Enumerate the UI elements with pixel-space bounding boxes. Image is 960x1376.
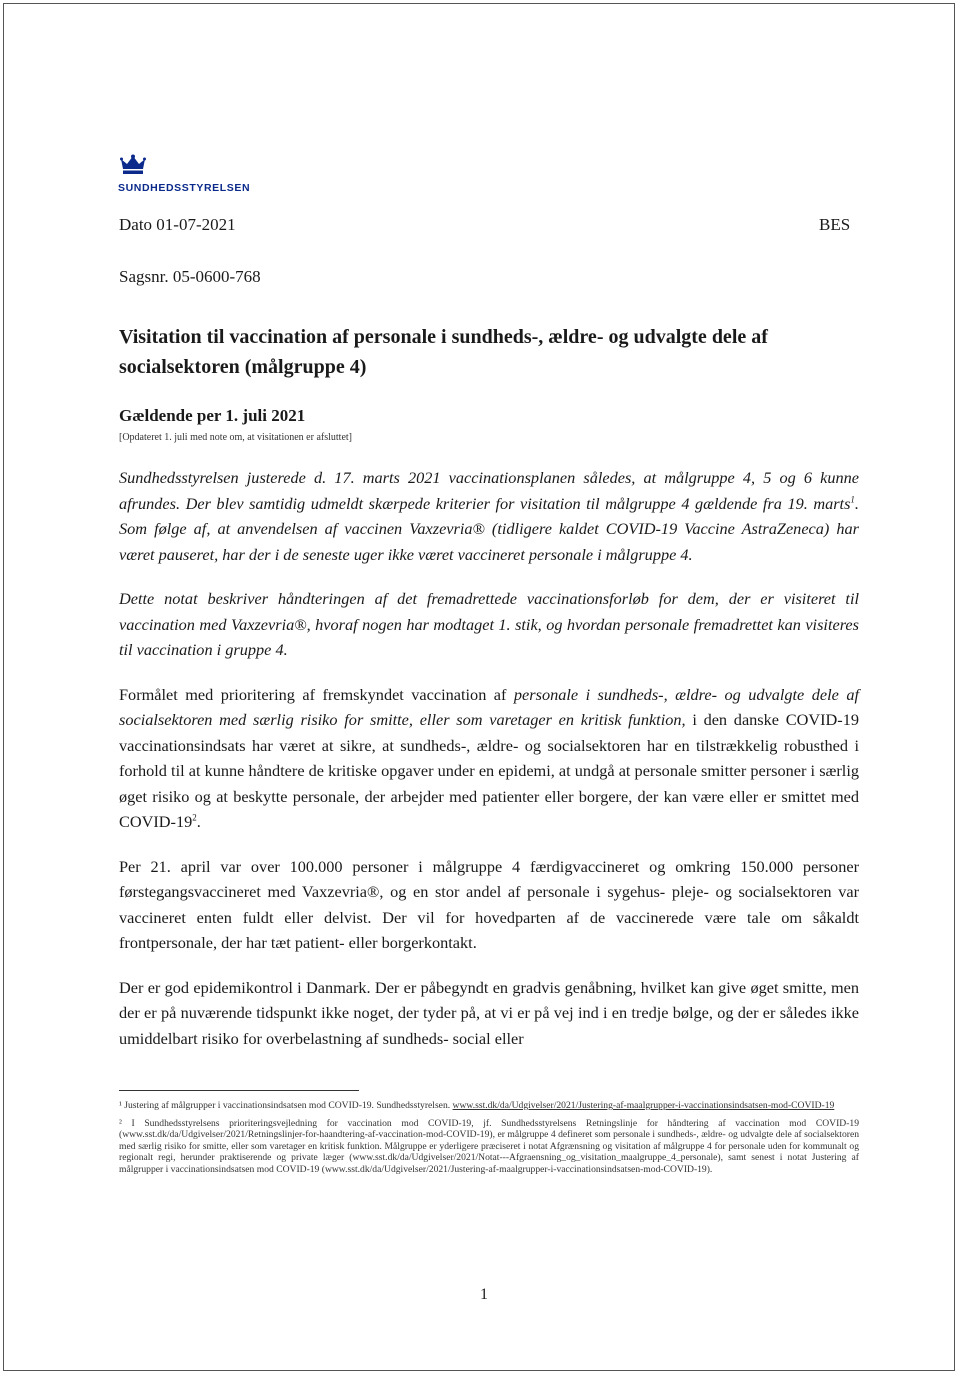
effective-date-heading: Gældende per 1. juli 2021 (119, 406, 306, 425)
logo-wordmark: SUNDHEDSSTYRELSEN (118, 182, 251, 194)
document-body (119, 465, 859, 1070)
case-number: Sagsnr. 05-0600-768 (119, 267, 261, 286)
author-initials: BES (819, 215, 851, 234)
footnote-1: ¹ Justering af målgrupper i vaccinationsindsatsen mod COVID-19. Sundhedsstyrelsen. www.sst.dk/da/Udgivelser/2021/Justering-af-maalgrupper-i-vaccinationsindsatsen-mod-COVID-19 (119, 1100, 835, 1111)
footnotes (119, 1100, 859, 1182)
paragraph-scope: Dette notat beskriver håndteringen af det fremadrettede vaccinationsforløb for dem, der er visiteret til vaccination med Vaxzevria®, hvoraf nogen har modtaget 1. stik, og hvordan personale fremadrettet kan visiteres til vaccination i gruppe 4. (119, 589, 859, 659)
paragraph-purpose: Formålet med prioritering af fremskyndet vaccination af personale i sundheds-, ældre- og udvalgte dele af socialsektoren med særlig risiko for smitte, eller som varetager en kritisk funktion, i den danske COVID-19 vaccinationsindsats har været at sikre, at sundheds-, ældre- og socialsektoren har en tilstrækkelig robusthed i forhold til at kunne håndtere de kritiske opgaver under en epidemi, at undgå at personale smitter personer i særlig øget risiko og at beskytte personale, der arbejder med patienter eller borgere, der kan være eller er smittet med COVID-$19^2$. (119, 684, 859, 831)
page-number: 1 (480, 1286, 488, 1303)
footnote-2: ² I Sundhedsstyrelsens prioriteringsvejledning for vaccination mod COVID-19, jf. Sundhedsstyrelsens Retningslinje for håndtering af vaccination mod COVID-19 (www.sst.dk/da/Udgivelser/2021/Retningslinjer-for-haandtering-af-vaccination-mod-COVID-19), er målgruppe 4 defineret som personale i sundheds-, ældre- og udvalgte dele af socialsektoren med særlig risiko for smitte, eller som varetager en kritisk funktion. Målgruppe er yderligere præciseret i notat Afgrænsning og visitation af målgruppe 4 for personale uden for kommunalt og regionalt regi, herunder praktiserende og private læger (www.sst.dk/da/Udgivelser/2021/Notat---Afgraensning_og_visitation_maalgruppe_4_personale), samt senest i notat Justering af målgrupper i vaccinationsindsatsen mod COVID-19 (www.sst.dk/da/Udgivelser/2021/Justering-af-maalgrupper-i-vaccinationsindsatsen-mod-COVID-19). (119, 1117, 859, 1175)
document-date: Dato 01-07-2021 (119, 215, 236, 234)
footnote-divider (119, 1090, 359, 1091)
update-note: [Opdateret 1. juli med note om, at visitationen er afsluttet] (119, 432, 352, 443)
crown-icon (120, 154, 146, 176)
footnote-1-link[interactable]: www.sst.dk/da/Udgivelser/2021/Justering-af-maalgrupper-i-vaccinationsindsatsen-mod-COVID-19 (452, 1100, 835, 1111)
document-title: Visitation til vaccination af personale i sundheds-, ældre- og udvalgte dele af socialsektoren (målgruppe 4) (119, 326, 768, 378)
paragraph-status: Per 21. april var over 100.000 personer i målgruppe 4 færdigvaccineret og omkring 150.000 personer førstegangsvaccineret med Vaxzevria®, og en stor andel af personale i sygehus- pleje- og socialsektoren var vaccineret enten fuldt eller delvist. Der vil for hovedparten af de vaccinerede være tale om såkaldt frontpersonale, der har tæt patient- eller borgerkontakt. (119, 856, 859, 952)
sundhedsstyrelsen-logo (118, 154, 250, 194)
paragraph-epidemic-control: Der er god epidemikontrol i Danmark. Der er påbegyndt en gradvis genåbning, hvilket kan give øget smitte, men der er på nuværende tidspunkt ikke noget, der tyder på, at vi er på vej ind i en tredje bølge, og der er således ikke umiddelbart risiko for overbelastning af sundheds- social eller (119, 977, 859, 1048)
paragraph-intro: Sundhedsstyrelsen justerede d. 17. marts 2021 vaccinationsplanen således, at målgruppe 4, 5 og 6 kunne afrundes. Der blev samtidig udmeldt skærpede kriterier for visitation til målgruppe 4 gældende fra 19. marts$^1$. Som følge af, at anvendelsen af vaccinen Vaxzevria® (tidligere kaldet COVID-19 Vaccine AstraZeneca) har været pauseret, har der i de seneste uger ikke været vaccineret personale i målgruppe 4. (119, 468, 859, 564)
document-page (3, 3, 955, 1371)
